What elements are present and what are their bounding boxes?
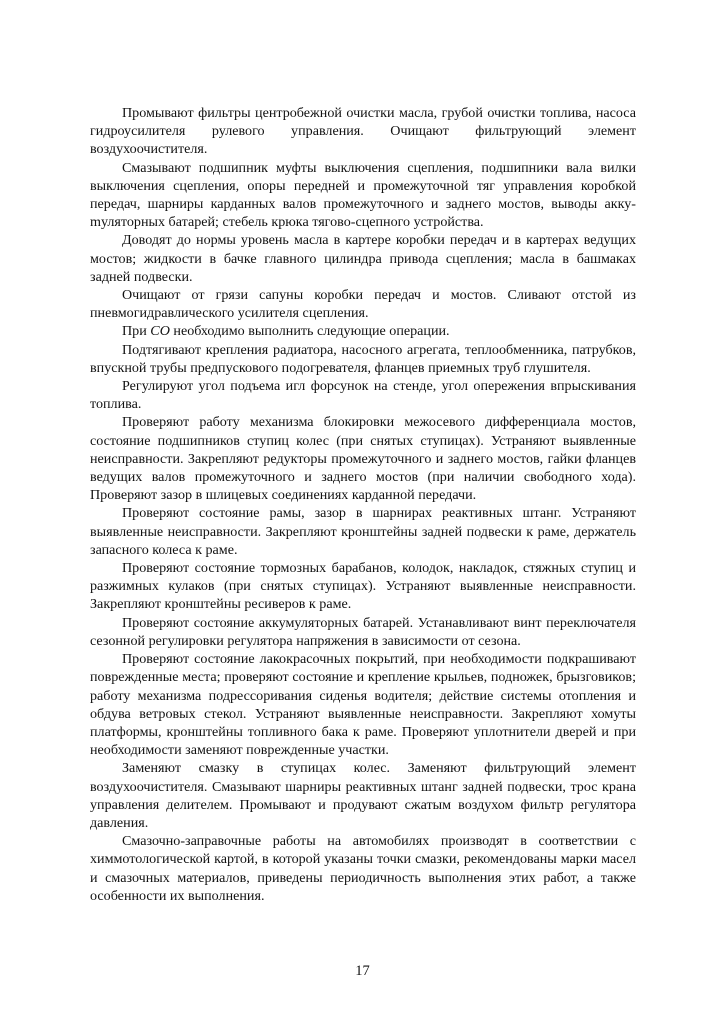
paragraph-batteries: Проверяют состояние аккумуляторных батарей. Устанавливают винт переключателя сезонной регулировки регулятора напряжения в зависимости от сезона. <box>90 614 636 649</box>
paragraph-lubrication-chart: Смазочно-заправочные работы на автомобилях производят в соответствии с химмотологической картой, в которой указаны точки смазки, рекомендованы марки масел и смазочных материалов, приведены периодичность выполнения этих работ, а также особенности их выполнения. <box>90 833 636 904</box>
so-after: необходимо выполнить следующие операции. <box>169 323 450 340</box>
paragraph-brakes: Проверяют состояние тормозных барабанов, колодок, накладок, стяжных ступиц и разжимных кулаков (при снятых ступицах). Устраняют выявленные неисправности. Закрепляют кронштейны ресиверов к раме. <box>90 560 636 613</box>
paragraph-breathers: Очищают от грязи сапуны коробки передач и мостов. Сливают отстой из пневмогидравлического усилителя сцепления. <box>90 287 636 322</box>
body-text <box>90 104 636 905</box>
paragraph-filters: Промывают фильтры центробежной очистки масла, грубой очистки топлива, насоса гидроусилителя рулевого управления. Очищают фильтрующий элемент воздухоочистителя. <box>90 105 636 158</box>
paragraph-fastenings: Подтягивают крепления радиатора, насосного агрегата, теплообменника, патрубков, впускной трубы предпускового подогревателя, фланцев приемных труб глушителя. <box>90 341 636 376</box>
so-before: При <box>122 323 151 340</box>
paragraph-hub-grease: Заменяют смазку в ступицах колес. Заменяют фильтрующий элемент воздухоочистителя. Смазывают шарниры реактивных штанг задней подвески, трос крана управления делителем. Промывают и продувают сжатым воздухом фильтр регулятора давления. <box>90 760 636 831</box>
page-number: 17 <box>355 963 370 979</box>
paragraph-coatings: Проверяют состояние лакокрасочных покрытий, при необходимости подкрашивают поврежденные места; проверяют состояние и крепление крыльев, подножек, брызговиков; работу механизма подрессоривания сиденья водителя; действие системы отопления и обдува ветровых стекол. Устраняют выявленные неисправности. Закрепляют хомуты платформы, кронштейны топливного бака к раме. Проверяют уплотнители дверей и при необходимости заменяют поврежденные участки. <box>90 651 636 759</box>
so-term: СО <box>150 323 170 340</box>
paragraph-injectors: Регулируют угол подъема игл форсунок на стенде, угол опережения впрыскивания топлива. <box>90 378 636 413</box>
paragraph-lubrication: Смазывают подшипник муфты выключения сцепления, подшипники вала вилки выключения сцепления, опоры передней и промежуточной тяг управления коробкой передач, шарниры карданных валов промежуточного и заднего мостов, выводы аккуmуляторных батарей; стебель крюка тягово-сцепного устройства. <box>90 159 636 231</box>
paragraph-fluid-levels: Доводят до нормы уровень масла в картере коробки передач и в картерах ведущих мостов; жидкости в бачке главного цилиндра привода сцепления; масла в башмаках задней подвески. <box>90 232 636 285</box>
paragraph-so-intro <box>90 322 636 340</box>
paragraph-differential: Проверяют работу механизма блокировки межосевого дифференциала мостов, состояние подшипников ступиц колес (при снятых ступицах). Устраняют выявленные неисправности. Закрепляют редукторы промежуточного и заднего мостов, гайки фланцев ведущих валов промежуточного и заднего мостов (при наличии свободного хода). Проверяют зазор в шлицевых соединениях карданной передачи. <box>90 414 636 504</box>
paragraph-frame: Проверяют состояние рамы, зазор в шарнирах реактивных штанг. Устраняют выявленные неисправности. Закрепляют кронштейны задней подвески к раме, держатель запасного колеса к раме. <box>90 505 636 558</box>
